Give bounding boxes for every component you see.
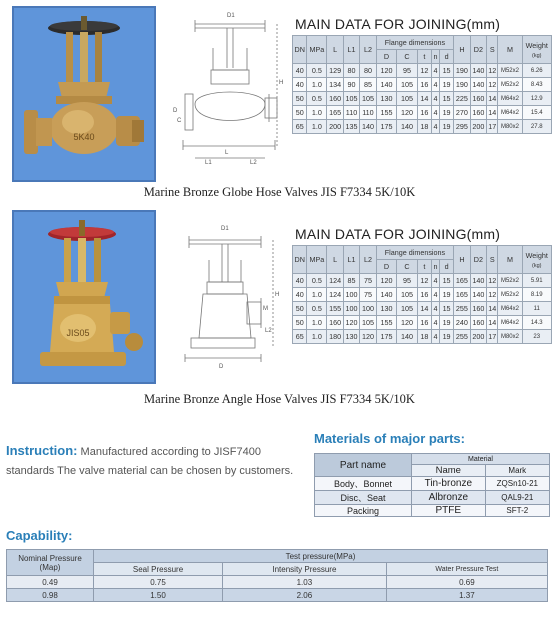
- table-cell: 15: [439, 64, 453, 78]
- table-cell: 50: [293, 106, 307, 120]
- table-cell: 140: [397, 330, 418, 344]
- materials-name: Tin-bronze: [412, 477, 486, 491]
- table-row: [293, 120, 552, 134]
- table-cell: 14: [487, 106, 498, 120]
- capability-nominal: 0.49: [7, 576, 94, 589]
- table-cell: 11: [522, 302, 552, 316]
- table-cell: 18: [417, 330, 431, 344]
- col-flange-d-small: d: [439, 260, 453, 274]
- table-cell: 129: [327, 64, 343, 78]
- table-cell: 40: [293, 78, 307, 92]
- table-cell: 18: [417, 120, 431, 134]
- globe-spec-table: [292, 35, 552, 134]
- col-l2: L2: [360, 36, 376, 64]
- table-cell: 270: [454, 106, 470, 120]
- col-weight: [522, 246, 552, 274]
- table-cell: 160: [470, 302, 486, 316]
- drawing-label-d1: D1: [227, 13, 235, 19]
- capability-row: [7, 576, 548, 589]
- table-cell: 1.0: [307, 106, 327, 120]
- table-cell: 14: [417, 92, 431, 106]
- weight-unit: (kg): [532, 262, 542, 269]
- table-cell: 16: [417, 316, 431, 330]
- table-cell: 50: [293, 302, 307, 316]
- col-l: L: [327, 36, 343, 64]
- table-cell: 120: [397, 106, 418, 120]
- angle-caption: Marine Bronze Angle Hose Valves JIS F7334 5K/10K: [144, 392, 415, 406]
- table-cell: 100: [343, 302, 359, 316]
- drawing-label-d1-angle: D1: [221, 226, 229, 232]
- drawing-label-c: C: [177, 118, 182, 124]
- materials-mark: QAL9-21: [485, 491, 549, 505]
- table-cell: 19: [439, 120, 453, 134]
- table-cell: 27.8: [522, 120, 552, 134]
- drawing-label-l2-angle: L2: [265, 328, 272, 334]
- table-cell: 130: [376, 302, 397, 316]
- drawing-label-h: H: [279, 80, 283, 86]
- col-flange-t: t: [417, 260, 431, 274]
- table-cell: 95: [397, 64, 418, 78]
- table-cell: 130: [343, 330, 359, 344]
- table-cell: 12: [487, 78, 498, 92]
- capability-water: 0.69: [386, 576, 547, 589]
- angle-valve-photo: [12, 210, 156, 384]
- table-cell: 14.3: [522, 316, 552, 330]
- cap-header-nominal: Nominal Pressure (Map): [7, 550, 94, 576]
- col-l: L: [327, 246, 343, 274]
- col-m: M: [498, 36, 522, 64]
- col-weight: [522, 36, 552, 64]
- table-cell: 105: [343, 92, 359, 106]
- table-cell: 120: [397, 316, 418, 330]
- table-cell: 105: [360, 92, 376, 106]
- materials-row: [315, 491, 550, 505]
- table-cell: M64x2: [498, 316, 522, 330]
- table-cell: 75: [360, 288, 376, 302]
- globe-valve-photo: [12, 6, 156, 182]
- mat-header-mark: Mark: [485, 465, 549, 477]
- cap-header-water: Water Pressure Test: [386, 563, 547, 576]
- table-cell: 120: [376, 274, 397, 288]
- col-mpa: MPa: [307, 36, 327, 64]
- table-cell: 134: [327, 78, 343, 92]
- table-cell: 140: [397, 120, 418, 134]
- table-cell: 240: [454, 316, 470, 330]
- table-cell: 16: [417, 78, 431, 92]
- table-cell: 0.5: [307, 64, 327, 78]
- drawing-label-l: L: [225, 150, 229, 156]
- table-cell: 100: [343, 288, 359, 302]
- table-cell: M64x2: [498, 302, 522, 316]
- materials-table: [314, 453, 550, 517]
- materials-mark: SFT-2: [485, 505, 549, 517]
- col-d2: D2: [470, 246, 486, 274]
- table-cell: M64x2: [498, 106, 522, 120]
- table-cell: 5.91: [522, 274, 552, 288]
- col-dn: DN: [293, 36, 307, 64]
- capability-water: 1.37: [386, 589, 547, 602]
- table-cell: 110: [343, 106, 359, 120]
- table-row: [293, 288, 552, 302]
- materials-part: Packing: [315, 505, 412, 517]
- table-cell: 165: [327, 106, 343, 120]
- table-cell: 100: [360, 302, 376, 316]
- table-cell: 75: [360, 274, 376, 288]
- col-l1: L1: [343, 36, 359, 64]
- table-cell: 130: [376, 92, 397, 106]
- drawing-label-m-angle: M: [263, 306, 268, 312]
- table-cell: 1.0: [307, 330, 327, 344]
- table-row: [293, 78, 552, 92]
- col-flange-t: t: [417, 50, 431, 64]
- capability-seal: 0.75: [94, 576, 223, 589]
- table-cell: 0.5: [307, 92, 327, 106]
- table-cell: 19: [439, 330, 453, 344]
- table-cell: M52x2: [498, 288, 522, 302]
- table-cell: 95: [397, 274, 418, 288]
- table-cell: M52x2: [498, 78, 522, 92]
- col-m: M: [498, 246, 522, 274]
- drawing-label-h-angle: H: [275, 292, 280, 298]
- table-cell: 12: [417, 274, 431, 288]
- capability-nominal: 0.98: [7, 589, 94, 602]
- table-cell: 4: [432, 92, 440, 106]
- table-cell: 175: [376, 120, 397, 134]
- table-cell: 4: [432, 78, 440, 92]
- table-cell: 105: [397, 288, 418, 302]
- table-cell: 160: [327, 316, 343, 330]
- table-cell: 90: [343, 78, 359, 92]
- table-row: [293, 302, 552, 316]
- table-cell: 135: [343, 120, 359, 134]
- table-cell: 15: [439, 302, 453, 316]
- capability-seal: 1.50: [94, 589, 223, 602]
- globe-body-mark: 5K40: [73, 132, 95, 142]
- drawing-label-d-angle: D: [219, 364, 224, 370]
- capability-title: Capability:: [6, 528, 73, 543]
- table-cell: 120: [376, 64, 397, 78]
- table-cell: 0.5: [307, 302, 327, 316]
- table-cell: 140: [470, 78, 486, 92]
- col-l1: L1: [343, 246, 359, 274]
- materials-row: [315, 477, 550, 491]
- table-cell: 85: [343, 274, 359, 288]
- table-cell: 19: [439, 106, 453, 120]
- mat-header-material: Material: [412, 454, 550, 465]
- drawing-label-l2: L2: [250, 160, 257, 166]
- table-cell: 4: [432, 106, 440, 120]
- globe-caption: Marine Bronze Globe Hose Valves JIS F7334 5K/10K: [143, 185, 416, 199]
- capability-table: [6, 549, 548, 602]
- col-flange-group: Flange dimensions: [376, 36, 454, 50]
- table-cell: 19: [439, 316, 453, 330]
- instruction-body: Manufactured according to JISF7400 standards The valve material can be chosen by customers.: [6, 446, 294, 477]
- materials-name: PTFE: [412, 505, 486, 517]
- col-flange-d-small: d: [439, 50, 453, 64]
- table-cell: 140: [470, 274, 486, 288]
- instruction-title: Instruction:: [6, 443, 78, 458]
- table-cell: 80: [343, 64, 359, 78]
- table-cell: 4: [432, 120, 440, 134]
- col-flange-c: C: [397, 260, 418, 274]
- table-cell: 200: [470, 330, 486, 344]
- table-cell: 120: [360, 330, 376, 344]
- table-cell: 160: [470, 316, 486, 330]
- table-row: [293, 274, 552, 288]
- table-cell: 65: [293, 330, 307, 344]
- table-cell: 1.0: [307, 316, 327, 330]
- table-cell: 225: [454, 92, 470, 106]
- table-cell: 6.26: [522, 64, 552, 78]
- table-cell: 160: [327, 92, 343, 106]
- table-cell: 105: [397, 92, 418, 106]
- table-cell: 255: [454, 302, 470, 316]
- table-cell: 14: [487, 92, 498, 106]
- table-cell: 12: [487, 274, 498, 288]
- table-cell: 40: [293, 64, 307, 78]
- col-flange-d: D: [376, 260, 397, 274]
- table-cell: 124: [327, 274, 343, 288]
- table-cell: 105: [397, 78, 418, 92]
- table-row: [293, 92, 552, 106]
- col-flange-n: n: [432, 50, 440, 64]
- cap-header-intensity: Intensity Pressure: [223, 563, 387, 576]
- table-cell: 19: [439, 288, 453, 302]
- table-cell: 160: [470, 92, 486, 106]
- table-cell: 4: [432, 302, 440, 316]
- table-cell: M52x2: [498, 274, 522, 288]
- table-cell: 155: [376, 106, 397, 120]
- col-flange-n: n: [432, 260, 440, 274]
- col-s: S: [487, 36, 498, 64]
- angle-spec-table: [292, 245, 552, 344]
- table-cell: 160: [470, 106, 486, 120]
- weight-unit: (kg): [532, 52, 542, 59]
- materials-part: Disc、Seat: [315, 491, 412, 505]
- table-cell: 50: [293, 316, 307, 330]
- table-cell: 12.9: [522, 92, 552, 106]
- materials-name: Albronze: [412, 491, 486, 505]
- table-row: [293, 316, 552, 330]
- table-row: [293, 330, 552, 344]
- table-cell: 80: [360, 64, 376, 78]
- table-cell: 40: [293, 288, 307, 302]
- table-cell: M52x2: [498, 64, 522, 78]
- col-flange-d: D: [376, 50, 397, 64]
- mat-header-part: Part name: [315, 454, 412, 477]
- angle-table-title: MAIN DATA FOR JOINING(mm): [295, 226, 501, 242]
- table-cell: 4: [432, 316, 440, 330]
- table-cell: 1.0: [307, 288, 327, 302]
- table-cell: 140: [376, 288, 397, 302]
- table-cell: 12: [487, 288, 498, 302]
- table-cell: 175: [376, 330, 397, 344]
- table-cell: 16: [417, 288, 431, 302]
- table-cell: 8.19: [522, 288, 552, 302]
- table-cell: 255: [454, 330, 470, 344]
- col-h: H: [454, 246, 470, 274]
- table-cell: 4: [432, 64, 440, 78]
- table-cell: 165: [454, 274, 470, 288]
- table-cell: 14: [487, 302, 498, 316]
- table-cell: 1.0: [307, 78, 327, 92]
- table-cell: 19: [439, 78, 453, 92]
- table-cell: 190: [454, 64, 470, 78]
- table-cell: 1.0: [307, 120, 327, 134]
- weight-label: Weight: [525, 250, 548, 260]
- table-cell: 12: [417, 64, 431, 78]
- table-cell: 12: [487, 64, 498, 78]
- table-cell: 40: [293, 274, 307, 288]
- table-cell: M80x2: [498, 120, 522, 134]
- col-flange-group: Flange dimensions: [376, 246, 454, 260]
- materials-part: Body、Bonnet: [315, 477, 412, 491]
- table-cell: 110: [360, 106, 376, 120]
- table-cell: 85: [360, 78, 376, 92]
- materials-title: Materials of major parts:: [314, 431, 465, 446]
- table-cell: 190: [454, 78, 470, 92]
- instruction-block: [6, 442, 308, 480]
- table-cell: 16: [417, 106, 431, 120]
- table-cell: 17: [487, 120, 498, 134]
- table-cell: 65: [293, 120, 307, 134]
- materials-row: [315, 505, 550, 517]
- capability-intensity: 2.06: [223, 589, 387, 602]
- table-cell: 15: [439, 92, 453, 106]
- table-cell: 200: [470, 120, 486, 134]
- table-row: [293, 106, 552, 120]
- table-cell: 4: [432, 330, 440, 344]
- col-l2: L2: [360, 246, 376, 274]
- table-cell: 295: [454, 120, 470, 134]
- table-cell: 155: [327, 302, 343, 316]
- capability-row: [7, 589, 548, 602]
- materials-mark: ZQSn10-21: [485, 477, 549, 491]
- col-dn: DN: [293, 246, 307, 274]
- table-cell: M64x2: [498, 92, 522, 106]
- table-row: [293, 64, 552, 78]
- col-mpa: MPa: [307, 246, 327, 274]
- table-cell: 140: [470, 288, 486, 302]
- table-cell: M80x2: [498, 330, 522, 344]
- table-cell: 105: [360, 316, 376, 330]
- table-cell: 4: [432, 288, 440, 302]
- table-cell: 50: [293, 92, 307, 106]
- weight-label: Weight: [525, 40, 548, 50]
- col-h: H: [454, 36, 470, 64]
- globe-valve-drawing: [165, 8, 283, 168]
- table-cell: 140: [360, 120, 376, 134]
- table-cell: 165: [454, 288, 470, 302]
- drawing-label-d: D: [173, 108, 178, 114]
- table-cell: 15.4: [522, 106, 552, 120]
- col-s: S: [487, 246, 498, 274]
- table-cell: 140: [470, 64, 486, 78]
- table-cell: 15: [439, 274, 453, 288]
- cap-header-seal: Seal Pressure: [94, 563, 223, 576]
- table-cell: 17: [487, 330, 498, 344]
- angle-body-mark: JIS05: [66, 328, 90, 338]
- table-cell: 14: [417, 302, 431, 316]
- table-cell: 140: [376, 78, 397, 92]
- drawing-label-l1: L1: [205, 160, 212, 166]
- table-cell: 155: [376, 316, 397, 330]
- table-cell: 4: [432, 274, 440, 288]
- globe-table-title: MAIN DATA FOR JOINING(mm): [295, 16, 501, 32]
- table-cell: 105: [397, 302, 418, 316]
- angle-valve-drawing: [165, 210, 283, 375]
- table-cell: 8.43: [522, 78, 552, 92]
- table-cell: 124: [327, 288, 343, 302]
- cap-header-test-group: Test pressure(MPa): [94, 550, 548, 563]
- table-cell: 120: [343, 316, 359, 330]
- capability-intensity: 1.03: [223, 576, 387, 589]
- table-cell: 0.5: [307, 274, 327, 288]
- col-d2: D2: [470, 36, 486, 64]
- table-cell: 14: [487, 316, 498, 330]
- table-cell: 200: [327, 120, 343, 134]
- table-cell: 23: [522, 330, 552, 344]
- mat-header-name: Name: [412, 465, 486, 477]
- table-cell: 180: [327, 330, 343, 344]
- col-flange-c: C: [397, 50, 418, 64]
